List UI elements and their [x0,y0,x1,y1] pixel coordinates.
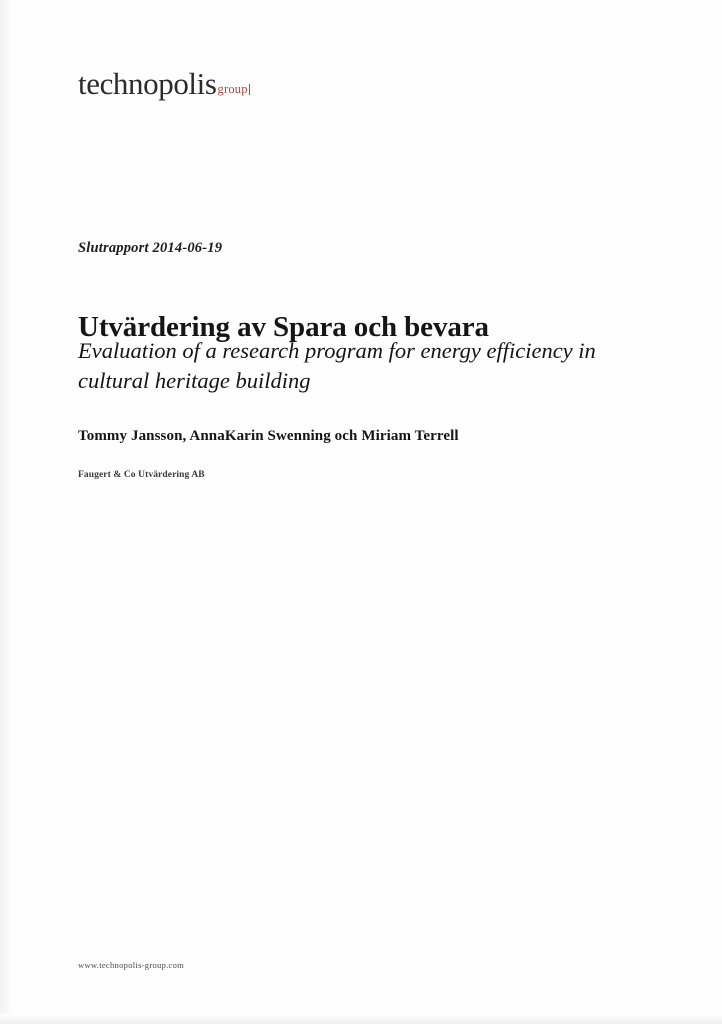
report-type-and-date: Slutrapport 2014-06-19 [78,240,223,256]
technopolis-logo [78,68,250,99]
page-subtitle: Evaluation of a research program for energy efficiency in cultural heritage building [78,338,596,393]
page-edge-shading-bottom [0,1014,722,1024]
logo-bar-icon [249,84,251,95]
author-list: Tommy Jansson, AnnaKarin Swenning och Miriam Terrell [78,428,459,444]
page-edge-shading-left [0,0,14,1024]
page-title: Utvärdering av Spara och bevara [78,311,489,344]
logo-wordmark: technopolis [78,66,217,101]
logo-subword: group [217,82,248,96]
footer-website-url: www.technopolis-group.com [78,960,185,970]
author-affiliation: Faugert & Co Utvärdering AB [78,470,205,480]
